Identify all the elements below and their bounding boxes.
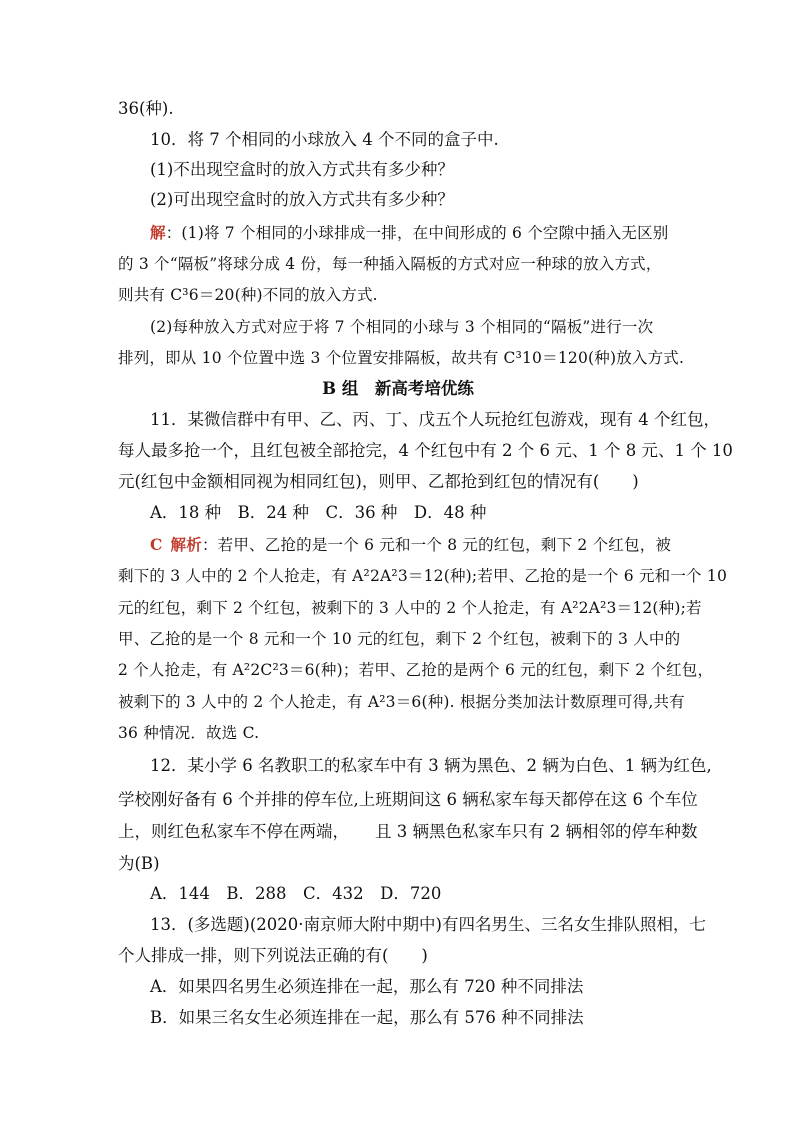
question-10-part-2: (2)可出现空盒时的放入方式共有多少种？: [150, 190, 454, 209]
question-12-line: 学校刚好备有 6 个并排的停车位,上班期间这 6 辆私家车每天都停在这 6 个车位: [118, 790, 698, 809]
question-10-part-1: (1)不出现空盒时的放入方式共有多少种？: [150, 160, 454, 179]
solution-11-line: 元的红包，剩下 2 个红包，被剩下的 3 人中的 2 个人抢走，有 A²2A²3＝12(种);若: [118, 599, 702, 617]
analysis-label: 解析: [170, 535, 202, 554]
question-13-option-b: B．如果三名女生必须连排在一起，那么有 576 种不同排法: [150, 1008, 584, 1027]
question-13-line: 13．(多选题)(2020·南京师大附中期中)有四名男生、三名女生排队照相，七: [150, 915, 706, 934]
solution-11-line: 剩下的 3 人中的 2 个人抢走，有 A²2A²3＝12(种);若甲、乙抢的是一个 6 元和一个 10: [118, 567, 728, 585]
question-12-text: 且 3 辆黑色私家车只有 2 辆相邻的停车种数: [375, 822, 698, 841]
text-line: 36(种).: [118, 99, 174, 118]
question-11-line: 11．某微信群中有甲、乙、丙、丁、戊五个人玩抢红包游戏，现有 4 个红包，: [150, 410, 720, 429]
question-13-option-a: A．如果四名男生必须连排在一起，那么有 720 种不同排法: [150, 977, 584, 996]
solution-10-line: 则共有 C³6＝20(种)不同的放入方式.: [118, 286, 378, 304]
solution-10-line: 排列，即从 10 个位置中选 3 个位置安排隔板，故共有 C³10＝120(种)放入方式.: [118, 349, 685, 367]
question-12-line: 为(B): [118, 854, 160, 873]
question-11-line: 元(红包中金额相同视为相同红包)，则甲、乙都抢到红包的情况有( ): [118, 472, 639, 491]
question-12-line: [118, 821, 698, 843]
analysis-text: ：若甲、乙抢的是一个 6 元和一个 8 元的红包，剩下 2 个红包，被: [201, 536, 672, 554]
question-12-line: 12．某小学 6 名教职工的私家车中有 3 辆为黑色、2 辆为白色、1 辆为红色,: [150, 756, 712, 775]
solution-10-line: 的 3 个“隔板”将球分成 4 份，每一种插入隔板的方式对应一种球的放入方式，: [118, 255, 662, 273]
section-heading: B 组 新高考培优练: [322, 379, 474, 398]
question-10: 10．将 7 个相同的小球放入 4 个不同的盒子中.: [150, 130, 499, 149]
solution-11-line: 36 种情况．故选 C.: [118, 724, 260, 742]
question-12-text: 上，则红色私家车不停在两端，: [118, 822, 349, 841]
solution-10-line: [150, 222, 678, 244]
solution-11-line: [150, 534, 678, 556]
question-11-options: A．18 种 B．24 种 C．36 种 D．48 种: [150, 503, 487, 522]
solution-text: ：(1)将 7 个相同的小球排成一排，在中间形成的 6 个空隙中插入无区别: [165, 224, 669, 242]
solution-11-line: 2 个人抢走，有 A²2C²3＝6(种)；若甲、乙抢的是两个 6 元的红包，剩下 2 个红包，: [118, 661, 714, 679]
solution-10-line: (2)每种放入方式对应于将 7 个相同的小球与 3 个相同的“隔板”进行一次: [150, 318, 654, 336]
question-12-options: A．144 B．288 C．432 D．720: [150, 884, 442, 903]
answer-letter: C: [150, 535, 163, 554]
question-11-line: 每人最多抢一个，且红包被全部抢完，4 个红包中有 2 个 6 元、1 个 8 元、1 个 10: [118, 441, 733, 460]
solution-11-line: 被剩下的 3 人中的 2 个人抢走，有 A²3＝6(种). 根据分类加法计数原理可得,共有: [118, 693, 685, 711]
solution-label: 解: [150, 223, 166, 242]
solution-11-line: 甲、乙抢的是一个 8 元和一个 10 元的红包，剩下 2 个红包，被剩下的 3 人中的: [118, 630, 681, 648]
question-13-line: 个人排成一排，则下列说法正确的有( ): [118, 946, 428, 965]
